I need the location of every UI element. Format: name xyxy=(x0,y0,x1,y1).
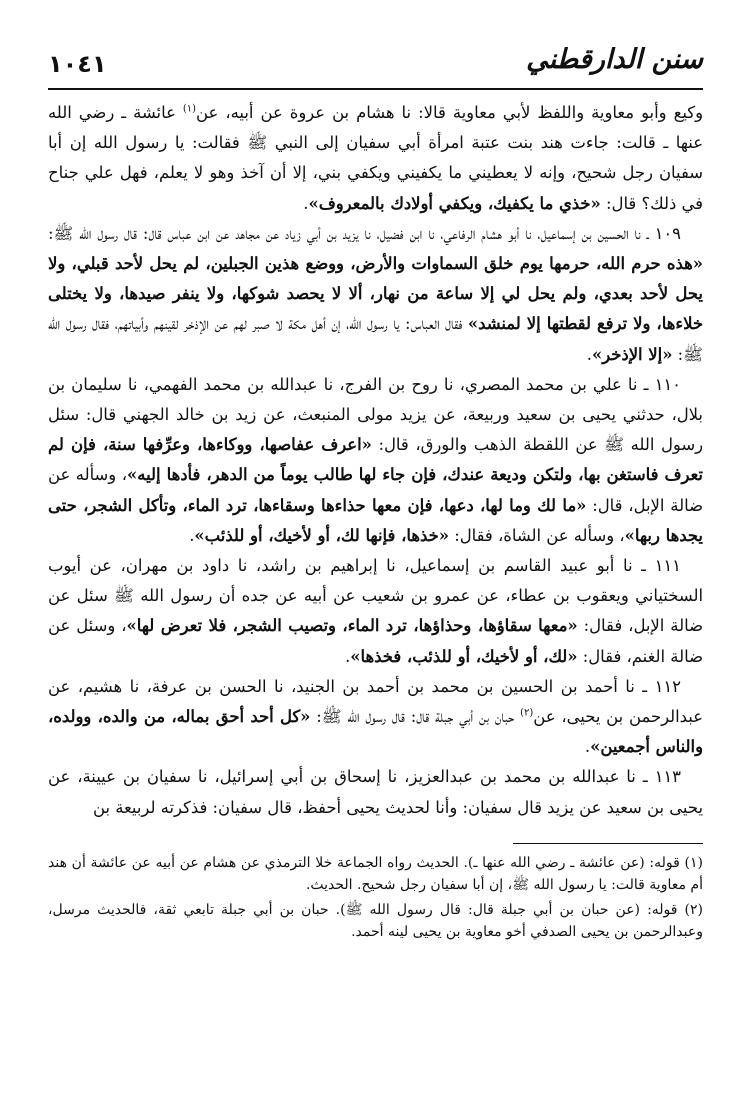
footnote-ref-1[interactable]: (١) xyxy=(182,103,197,115)
hadith-109 xyxy=(48,219,703,370)
hadith-110 xyxy=(48,370,703,551)
footnotes xyxy=(48,852,703,944)
footnote-2: (٢) قوله: (عن حبان بن أبي جبلة قال: قال رسول الله ﷺ). حبان بن أبي جبلة تابعي ثقة، فالحديث مرسل، وعبدالرحمن بن يحيى الصدفي أخو معاوية بن يحيى لينه أحمد. xyxy=(48,901,703,941)
hadith-quote: «خذها، فإنها لك، أو لأخيك، أو للذئب» xyxy=(194,525,449,545)
page-number: ١٠٤١ xyxy=(48,50,107,78)
hadith-quote: «اعرف عفاصها، ووكاءها، وعرِّفها سنة، فإن لم تعرف فاستغن بها، ولتكن وديعة عندك، فإن جاء لها طالب يوماً من الدهر، فأدها إليه» xyxy=(48,435,703,485)
text: . xyxy=(586,344,592,364)
text: ، وسأله عن الشاة، فقال: xyxy=(449,525,625,545)
text: ١١٢ ـ نا أحمد بن الحسين بن محمد بن أحمد بن الجنيد، نا الحسن بن عرفة، نا هشيم، عن عبدالرحمن بن يحيى، عن xyxy=(48,676,703,727)
hadith-quote: «إلا الإذخر» xyxy=(591,344,673,364)
book-title: سنن الدارقطني xyxy=(526,44,703,75)
text: ١١١ ـ نا أبو عبيد القاسم بن إسماعيل، نا إبراهيم بن راشد، نا داود بن مهران، عن أيوب السختياني ويعقوب بن عطاء، عن عمرو بن شعيب عن أبيه عن جده أن رسول الله ﷺ سئل عن ضالة الإبل، فقال: xyxy=(48,556,703,636)
footnote-divider xyxy=(513,843,703,844)
footnote-ref-2[interactable]: (٢) xyxy=(520,707,534,719)
hadith-112 xyxy=(48,672,703,763)
hadith-quote: «معها سقاؤها، وحذاؤها، ترد الماء، وتصيب الشجر، فلا تعرض لها» xyxy=(126,616,578,636)
text: . xyxy=(584,737,591,757)
text: ، وسئل عن ضالة الغنم، فقال: xyxy=(48,616,703,666)
text: وكيع وأبو معاوية واللفظ لأبي معاوية قالا: نا هشام بن عروة عن أبيه، عن xyxy=(196,103,703,122)
hadith-quote: «كل أحد أحق بماله، من والده، وولده، والناس أجمعين» xyxy=(48,707,703,757)
text: فقال العباس: يا رسول الله، إن أهل مكة لا صبر لهم عن الإذخر لقينهم وأبياتهم، فقال رسول الله ﷺ: xyxy=(48,314,703,364)
text: ١٠٩ ـ نا الحسين بن إسماعيل، نا أبو هشام الرفاعي، نا ابن فضيل، نا يزيد بن أبي زياد عن مجاهد عن ابن عباس قال: قال رسول الله ﷺ: xyxy=(48,223,681,243)
text: عائشة ـ رضي الله عنها ـ قالت: جاءت هند بنت عتبة امرأة أبي سفيان إلى النبي ﷺ فقالت: يا رسول الله إن أبا سفيان رجل شحيح، وإنه لا يعطيني ما يكفيني ويكفي بني، إلا أن آخذ وهو لا يعلم، فهل علي جناح في ذلك؟ قال: xyxy=(48,103,703,213)
text: حبان بن أبي جبلة قال: قال رسول الله ﷺ: xyxy=(310,707,521,727)
main-text xyxy=(48,98,703,823)
hadith-quote: «هذه حرم الله، حرمها يوم خلق السماوات والأرض، ووضع هذين الجبلين، لم يحل لأحد قبلي، ولا يحل لأحد بعدي، ولم يحل لي إلا ساعة من نهار، ألا لا يحصد شوكها، ولا ينفر صيدها، ولا يختلى خلاءها، ولا ترفع لقطتها إلا لمنشد» xyxy=(48,254,703,334)
hadith-quote: «خذي ما يكفيك، ويكفي أولادك بالمعروف» xyxy=(308,193,601,213)
text: ١١٣ ـ نا عبدالله بن محمد بن عبدالعزيز، نا إسحاق بن أبي إسرائيل، نا سفيان بن عيينة، عن يحيى بن سعيد عن يزيد قال سفيان: وأنا لحديث يحيى أحفظ، قال سفيان: فذكرته لربيعة بن xyxy=(48,767,703,817)
running-head xyxy=(48,40,703,90)
text: . xyxy=(345,646,351,666)
paragraph-continuation xyxy=(48,98,703,219)
hadith-111 xyxy=(48,551,703,672)
text: . xyxy=(303,193,309,213)
hadith-113 xyxy=(48,762,703,822)
text: ، وسأله عن ضالة الإبل، قال: xyxy=(48,465,703,515)
text: ١١٠ ـ نا علي بن محمد المصري، نا روح بن الفرج، نا عبدالله بن محمد الفهمي، نا سليمان بن بلال، حدثني يحيى بن سعيد وربيعة، عن يزيد مولى المنبعث، عن زيد بن خالد الجهني قال: سئل رسول الله ﷺ عن اللقطة الذهب والورق، قال: xyxy=(48,374,703,455)
hadith-quote: «ما لك وما لها، دعها، فإن معها حذاءها وسقاءها، ترد الماء، وتأكل الشجر، حتى يجدها ربها» xyxy=(48,495,703,545)
hadith-quote: «لك، أو لأخيك، أو للذئب، فخذها» xyxy=(350,646,578,666)
footnote-1: (١) قوله: (عن عائشة ـ رضي الله عنها ـ). الحديث رواه الجماعة خلا الترمذي عن هشام عن أبيه عن عائشة أن هند أم معاوية قالت: يا رسول الله ﷺ، إن أبا سفيان رجل شحيح. الحديث. xyxy=(48,854,703,894)
page xyxy=(48,40,703,946)
text: . xyxy=(189,525,195,545)
